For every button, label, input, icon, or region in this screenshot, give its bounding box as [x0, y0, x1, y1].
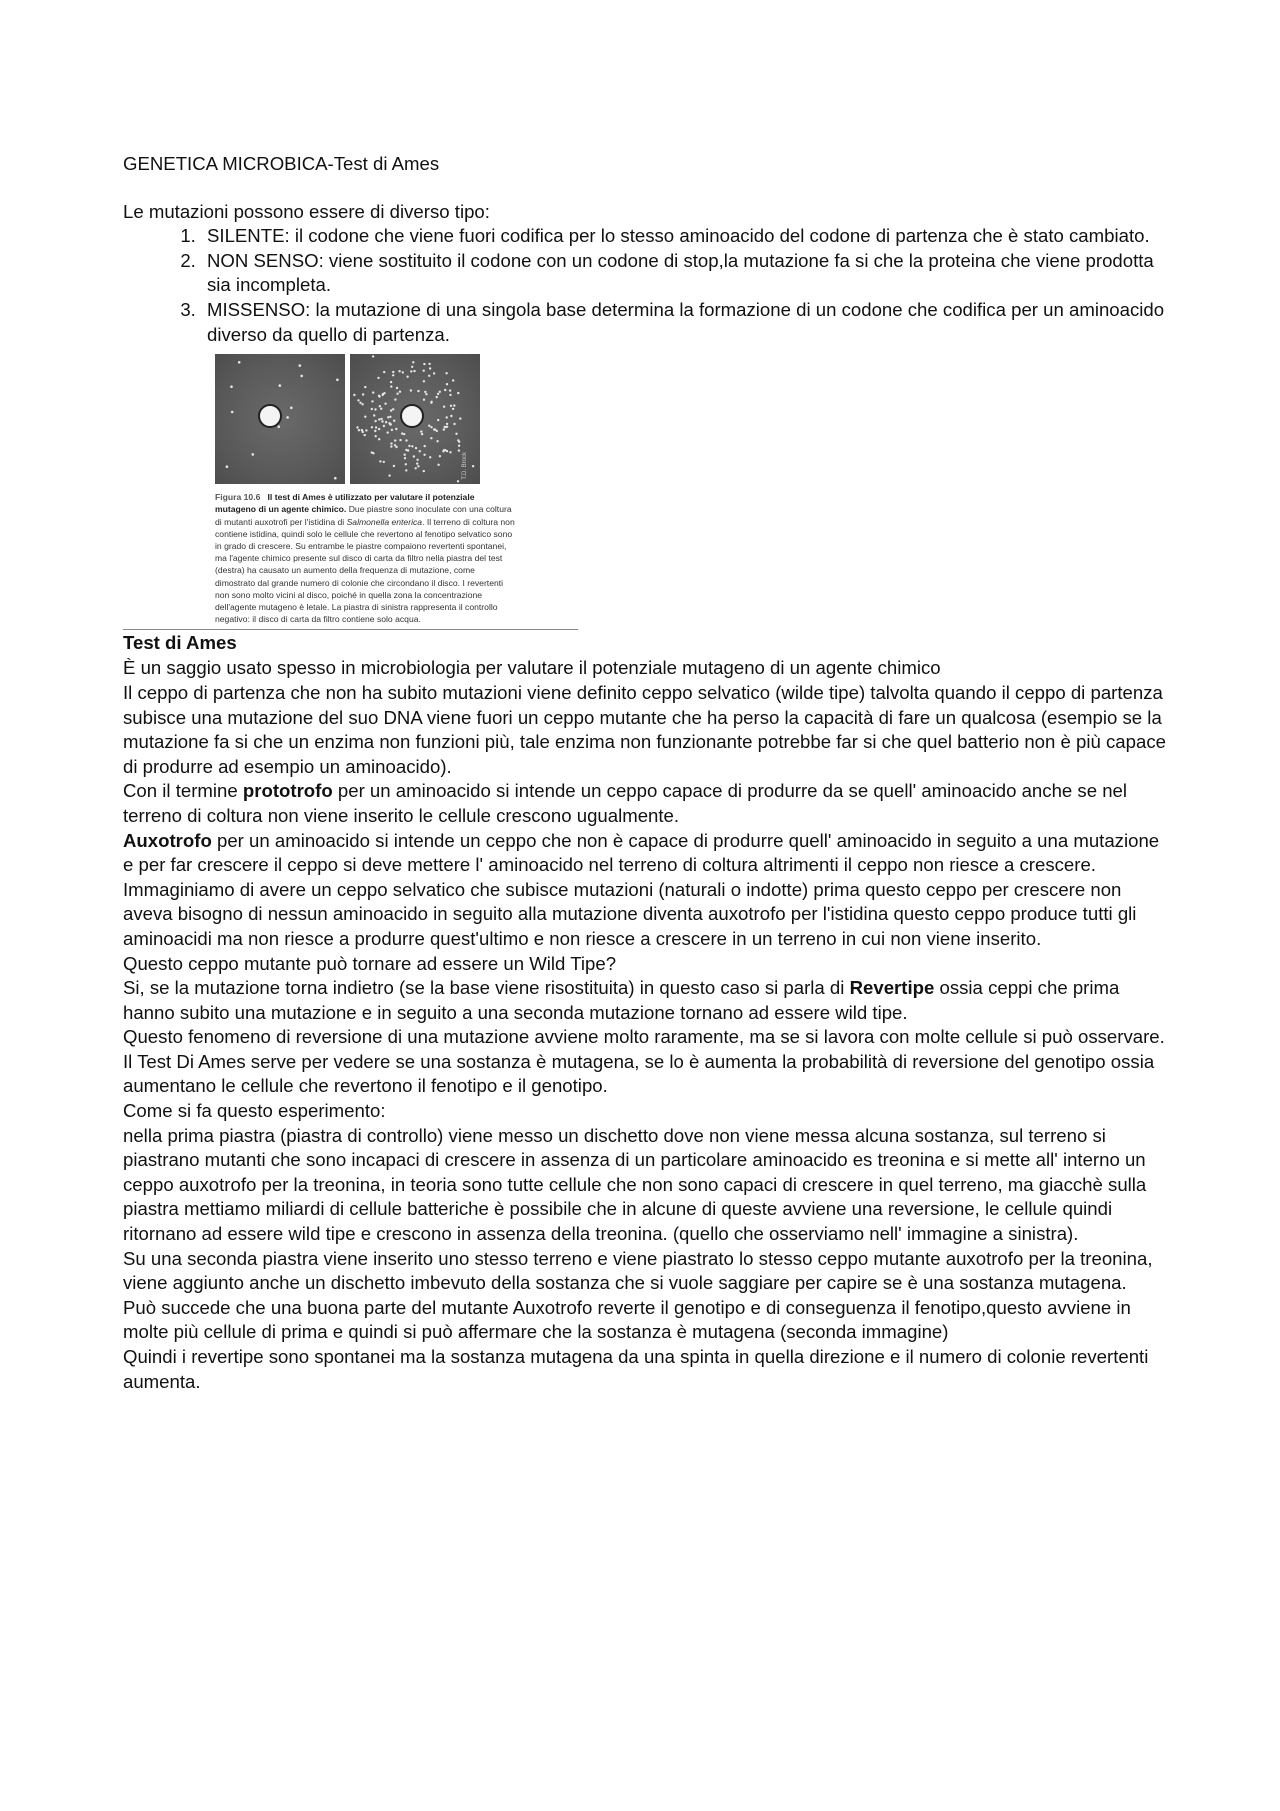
text-run: per un aminoacido si intende un ceppo capace di produrre da se quell' aminoacido anche se nel terreno di coltura non viene inserito le cellule crescono ugualmente. — [123, 780, 1128, 826]
colony-dot — [392, 408, 394, 410]
test-plate-image — [350, 354, 480, 484]
colony-dot — [364, 434, 366, 436]
colony-dot — [443, 429, 445, 431]
colony-dot — [419, 450, 421, 452]
colony-dot — [399, 439, 401, 441]
figure-caption — [215, 491, 515, 625]
colony-dot — [411, 366, 413, 368]
colony-dot — [299, 364, 302, 367]
colony-dot — [252, 453, 255, 456]
section-heading: Test di Ames — [123, 632, 237, 654]
colony-dot — [381, 420, 383, 422]
colony-dot — [394, 440, 396, 442]
text-run: Si, se la mutazione torna indietro (se la base viene risostituita) in questo caso si parla di — [123, 977, 850, 999]
colony-dot — [390, 446, 392, 448]
colony-dot — [394, 399, 396, 401]
colony-dot — [415, 467, 417, 469]
colony-dot — [392, 371, 394, 373]
colony-dot — [357, 399, 359, 401]
colony-dot — [457, 480, 459, 482]
list-item: 2. NON SENSO: viene sostituito il codone con un codone di stop,la mutazione fa si che la proteina che viene prodotta sia incompleta. — [201, 249, 1173, 298]
colony-dot — [405, 449, 407, 451]
paragraph: È un saggio usato spesso in microbiologia per valutare il potenziale mutageno di un agente chimico — [123, 657, 941, 679]
colony-dot — [364, 416, 366, 418]
colony-dot — [410, 389, 412, 391]
colony-dot — [378, 438, 380, 440]
colony-dot — [437, 464, 439, 466]
colony-dot — [417, 390, 419, 392]
colony-dot — [279, 384, 282, 387]
paragraph: nella prima piastra (piastra di controllo) viene messo un dischetto dove non viene messa alcuna sostanza, sul terreno si piastrano mutanti che sono incapaci di crescere in assenza di un particolare aminoacido es treonina e si mette all' interno un ceppo auxotrofo per la treonina, in teoria sono tutte cellule che non sono capaci di crescere in quel terreno, ma giacchè sulla piastra mettiamo miliardi di cellule batteriche è possibile che in alcune di queste avviene una reversione, le cellule quindi ritornano ad essere wild tipe e crescono in assenza della treonina. (quello che osserviamo nell' immagine a sinistra). — [123, 1124, 1147, 1245]
colony-dot — [416, 459, 418, 461]
colony-dot — [411, 445, 413, 447]
colony-dot — [429, 456, 431, 458]
colony-dot — [390, 443, 392, 445]
colony-dot — [444, 389, 446, 391]
figure-photos — [215, 354, 615, 484]
colony-dot — [413, 455, 415, 457]
colony-dot — [383, 392, 385, 394]
colony-dot — [391, 429, 393, 431]
colony-dot — [436, 430, 438, 432]
colony-dot — [372, 392, 374, 394]
colony-dot — [423, 370, 425, 372]
paragraph: Può succede che una buona parte del mutante Auxotrofo reverte il genotipo e di conseguenza il fenotipo,questo avviene in molte più cellule di prima e quindi si può affermare che la sostanza è mutagena (seconda immagine) — [123, 1296, 1131, 1343]
control-plate-image — [215, 354, 345, 484]
colony-dot — [424, 391, 426, 393]
colony-dot — [380, 408, 382, 410]
colony-dot — [362, 431, 364, 433]
colony-dot — [378, 395, 380, 397]
colony-dot — [428, 425, 430, 427]
caption-title: Il test di Ames è utilizzato per valutare il potenziale mutageno di un agente chimico. — [215, 492, 475, 515]
colony-dot — [378, 418, 380, 420]
colony-dot — [375, 435, 377, 437]
list-item: 1. SILENTE: il codone che viene fuori codifica per lo stesso aminoacido del codone di partenza che è stato cambiato. — [201, 224, 1173, 249]
colony-dot — [424, 445, 426, 447]
colony-dot — [390, 386, 392, 388]
colony-dot — [408, 445, 410, 447]
colony-dot — [446, 416, 448, 418]
colony-dot — [449, 390, 451, 392]
colony-dot — [445, 372, 447, 374]
colony-dot — [429, 367, 431, 369]
ames-figure — [215, 354, 615, 625]
colony-dot — [420, 431, 422, 433]
colony-dot — [417, 465, 419, 467]
colony-dot — [446, 423, 448, 425]
colony-dot — [457, 439, 459, 441]
colony-dot — [430, 402, 432, 404]
colony-dot — [415, 447, 417, 449]
paragraph — [123, 829, 1173, 878]
filter-disc — [259, 405, 281, 427]
colony-dot — [439, 455, 441, 457]
paragraph: Come si fa questo esperimento: — [123, 1100, 386, 1122]
colony-dot — [373, 414, 375, 416]
colony-dot — [383, 461, 385, 463]
caption-text: Due piastre sono inoculate con una coltura di mutanti auxotrofi per l'istidina di — [215, 504, 512, 527]
colony-dot — [382, 394, 384, 396]
text-run: per un aminoacido si intende un ceppo che non è capace di produrre quell' aminoacido in seguito a una mutazione e per far crescere il ceppo si deve mettere l' aminoacido nel terreno di coltura altrimenti il ceppo non riesce a crescere. — [123, 829, 1160, 876]
paragraph — [123, 976, 1173, 1025]
term-prototrofo: prototrofo — [242, 780, 333, 802]
colony-dot — [452, 379, 454, 381]
colony-dot — [385, 421, 387, 423]
colony-dot — [439, 391, 441, 393]
control-plate-drawing — [215, 354, 345, 484]
term-auxotrofo: Auxotrofo — [123, 829, 212, 851]
colony-dot — [378, 428, 380, 430]
colony-dot — [404, 454, 406, 456]
colony-dot — [405, 469, 407, 471]
colony-dot — [230, 386, 233, 389]
colony-dot — [286, 416, 289, 419]
colony-dot — [446, 383, 448, 385]
paragraph: Immaginiamo di avere un ceppo selvatico che subisce mutazioni (naturali o indotte) prima questo ceppo per crescere non aveva bisogno di nessun aminoacido in seguito alla mutazione diventa auxotrofo per l'istidina questo ceppo produce tutti gli aminoacidi ma non riesce a produrre quest'ultimo e non riesce a crescere in un terreno in cui non viene inserito. — [123, 878, 1137, 949]
caption-text: . Il terreno di coltura non contiene istidina, quindi solo le cellule che revertono al fenotipo selvatico sono in grado di crescere. Su entrambe le piastre compaiono revertenti spontanei, ma l'agente chimico presente sul disco di carta da filtro nella piastra del test (destra) ha causato un aumento della frequenza di mutazione, come dimostrato dal grande numero di colonie che circondano il disco. I revertenti non sono molto vicini al disco, poiché in quella zona la concentrazione dell'agente mutageno è letale. La piastra di sinistra rappresenta il controllo negativo: il disco di carta da filtro contiene solo acqua. — [215, 516, 515, 625]
colony-dot — [371, 426, 373, 428]
colony-dot — [423, 454, 425, 456]
colony-dot — [356, 426, 358, 428]
colony-dot — [433, 428, 435, 430]
colony-dot — [428, 375, 430, 377]
document-body — [123, 152, 1173, 1394]
colony-dot — [436, 440, 438, 442]
colony-dot — [359, 402, 361, 404]
paragraph: Su una seconda piastra viene inserito uno stesso terreno e viene piastrato lo stesso ceppo mutante auxotrofo per la treonina, viene aggiunto anche un dischetto imbevuto della sostanza che si vuole saggiare per capire se è una sostanza mutagena. — [123, 1247, 1153, 1294]
colony-dot — [443, 449, 445, 451]
caption-label: Figura 10.6 — [215, 492, 261, 503]
colony-dot — [238, 361, 241, 364]
paragraph — [123, 779, 1173, 828]
colony-dot — [300, 375, 303, 378]
colony-dot — [413, 370, 415, 372]
colony-dot — [452, 408, 454, 410]
colony-dot — [399, 391, 401, 393]
paragraph: Il Test Di Ames serve per vedere se una sostanza è mutagena, se lo è aumenta la probabilità di reversione del genotipo ossia aumentano le cellule che revertono il fenotipo e il genotipo. — [123, 1050, 1155, 1097]
colony-dot — [334, 477, 337, 480]
colony-dot — [379, 405, 381, 407]
colony-dot — [423, 363, 425, 365]
colony-dot — [375, 426, 377, 428]
colony-dot — [278, 426, 281, 429]
colony-dot — [436, 396, 438, 398]
colony-dot — [457, 392, 459, 394]
paragraph: Quindi i revertipe sono spontanei ma la sostanza mutagena da una spinta in quella direzione e il numero di colonie revertenti aumenta. — [123, 1346, 1149, 1392]
colony-dot — [423, 470, 425, 472]
colony-dot — [453, 423, 455, 425]
colony-dot — [450, 405, 452, 407]
colony-dot — [406, 376, 408, 378]
spacer — [123, 177, 1173, 200]
colony-dot — [387, 432, 389, 434]
colony-dot — [387, 416, 389, 418]
colony-dot — [458, 445, 460, 447]
colony-dot — [455, 433, 457, 435]
text-run: ossia ceppi che prima hanno subito una mutazione e in seguito a una seconda mutazione tornano ad essere wild tipe. — [123, 977, 1120, 1023]
colony-dot — [405, 463, 407, 465]
colony-dot — [423, 380, 425, 382]
colony-dot — [459, 418, 461, 420]
colony-dot — [365, 429, 367, 431]
colony-dot — [393, 465, 395, 467]
colony-dot — [392, 374, 394, 376]
colony-dot — [374, 420, 376, 422]
colony-dot — [416, 463, 418, 465]
colony-dot — [437, 393, 439, 395]
colony-dot — [377, 377, 379, 379]
caption-species: Salmonella enterica — [346, 516, 423, 527]
paragraph: Questo ceppo mutante può tornare ad essere un Wild Tipe? — [123, 952, 617, 974]
colony-dot — [402, 371, 404, 373]
colony-dot — [371, 408, 373, 410]
colony-dot — [398, 370, 400, 372]
colony-dot — [393, 420, 395, 422]
colony-dot — [437, 419, 439, 421]
colony-dot — [403, 433, 405, 435]
document-title: GENETICA MICROBICA-Test di Ames — [123, 153, 440, 174]
colony-dot — [405, 439, 407, 441]
colony-dot — [371, 400, 373, 402]
colony-dot — [383, 371, 385, 373]
photo-credit: T.D. Brock — [462, 452, 469, 481]
term-revertipe: Revertipe — [849, 977, 935, 999]
colony-dot — [388, 475, 390, 477]
colony-dot — [401, 433, 403, 435]
colony-dot — [425, 393, 427, 395]
colony-dot — [404, 457, 406, 459]
paragraph: Questo fenomeno di reversione di una mutazione avviene molto raramente, ma se si lavora con molte cellule si può osservare. — [123, 1026, 1165, 1048]
colony-dot — [384, 403, 386, 405]
mutation-types-list — [123, 224, 1173, 347]
colony-dot — [389, 416, 391, 418]
colony-dot — [353, 394, 355, 396]
text-run: Con il termine — [123, 780, 243, 802]
colony-dot — [390, 381, 392, 383]
colony-dot — [410, 370, 412, 372]
colony-dot — [394, 444, 396, 446]
colony-dot — [421, 433, 423, 435]
colony-dot — [423, 399, 425, 401]
colony-dot — [390, 410, 392, 412]
colony-dot — [379, 460, 381, 462]
colony-dot — [358, 429, 360, 431]
colony-dot — [443, 406, 445, 408]
colony-dot — [383, 425, 385, 427]
colony-dot — [412, 361, 414, 363]
colony-dot — [372, 452, 374, 454]
colony-dot — [433, 372, 435, 374]
colony-dot — [396, 393, 398, 395]
colony-dot — [396, 387, 398, 389]
intro-text: Le mutazioni possono essere di diverso tipo: — [123, 200, 490, 222]
colony-dot — [372, 355, 374, 357]
colony-dot — [380, 418, 382, 420]
colony-dot — [231, 411, 234, 414]
colony-dot — [374, 408, 376, 410]
colony-dot — [362, 393, 364, 395]
colony-dot — [290, 407, 293, 410]
colony-dot — [449, 451, 451, 453]
paragraph: Il ceppo di partenza che non ha subito mutazioni viene definito ceppo selvatico (wilde tipe) talvolta quando il ceppo di partenza subisce una mutazione del suo DNA viene fuori un ceppo mutante che ha perso la capacità di fare un qualcosa (esempio se la mutazione fa si che un enzima non funzioni più, tale enzima non funzionante potrebbe far si che quel batterio non è più capace di produrre ad esempio un aminoacido). — [123, 681, 1166, 777]
colony-dot — [361, 403, 363, 405]
colony-dot — [336, 379, 339, 382]
colony-dot — [364, 386, 366, 388]
colony-dot — [430, 437, 432, 439]
colony-dot — [374, 430, 376, 432]
colony-dot — [428, 363, 430, 365]
colony-dot — [453, 405, 455, 407]
colony-dot — [226, 466, 229, 469]
colony-dot — [395, 428, 397, 430]
filter-disc — [401, 405, 423, 427]
colony-dot — [430, 426, 432, 428]
colony-dot — [444, 426, 446, 428]
list-item: 3. MISSENSO: la mutazione di una singola base determina la formazione di un codone che codifica per un aminoacido diverso da quello di partenza. — [201, 298, 1173, 347]
colony-dot — [450, 415, 452, 417]
colony-dot — [389, 423, 391, 425]
colony-dot — [449, 394, 451, 396]
